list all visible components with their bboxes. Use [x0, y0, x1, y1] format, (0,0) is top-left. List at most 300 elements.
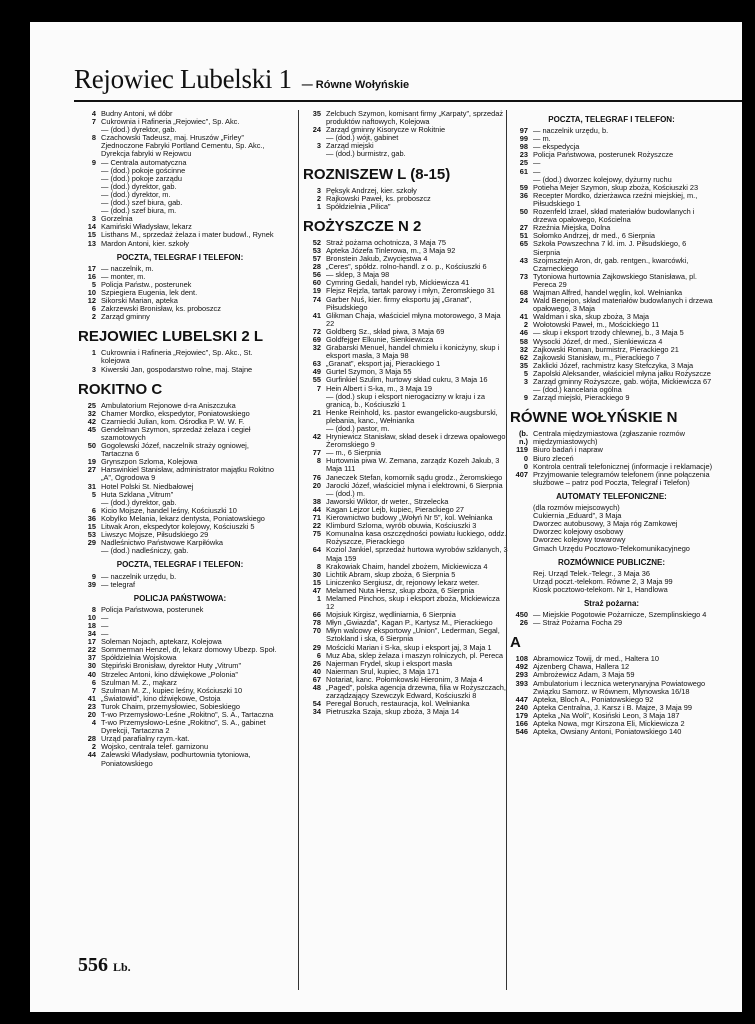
phone-number [510, 520, 533, 528]
entry-text: Szojmsztejn Aron, dr, gab. rentgen., kwarcówki, Czarneckiego [533, 255, 689, 273]
phone-number: 98 [519, 142, 528, 152]
entry-text: — (dod.) dyrektor, m. [101, 189, 171, 199]
phone-number [510, 570, 533, 578]
phone-number: 1 [91, 348, 96, 358]
phone-number: 59 [519, 182, 528, 192]
entry-text: — (dod.) pokoje gościnne [101, 165, 186, 175]
entry-text: Sołomko Andrzej, dr med., 6 Sierpnia [533, 231, 656, 241]
phone-number: 26 [519, 618, 528, 628]
phone-number: 17 [87, 637, 96, 647]
phone-number: 5 [523, 368, 528, 378]
phone-number: 1 [316, 593, 321, 603]
entry-text: Henke Reinhold, ks. pastor ewangelicko-augsburski, plebania, kanc., Wełnianka [326, 407, 498, 425]
entry-text: Stępiński Bronisław, dyrektor Huty „Vitrum” [101, 661, 241, 671]
directory-entry [303, 312, 508, 328]
phone-number: 43 [519, 255, 528, 265]
entry-text: Najerman Frydel, skup i eksport masła [326, 658, 453, 668]
phone-number: 25 [519, 158, 528, 168]
phone-number: 35 [312, 110, 321, 118]
entry-text: Soleman Nojach, aptekarz, Kolejowa [101, 637, 222, 647]
phone-number [303, 134, 326, 142]
entry-text: Kiwerski Jan, gospodarstwo rolne, maj. Stajne [101, 364, 253, 374]
phone-number: 3 [91, 214, 96, 224]
phone-number: 3 [523, 377, 528, 386]
entry-text: Policja Państwowa, posterunek Rożyszcze [533, 150, 674, 160]
entry-text: T-wo Przemysłowo-Leśne „Rokitno”, S. A., Tartaczna [101, 710, 274, 719]
phone-number: 35 [519, 360, 528, 370]
entry-text: Zapolski Aleksander, właściciel młyna jałku Rożyszcze [533, 368, 711, 378]
entry-text: — naczelnik, m. [101, 263, 154, 273]
entry-text: — [101, 620, 109, 630]
entry-text: Jaworski Wiktor, dr weter., Strzeleckа [326, 496, 449, 506]
entry-text: — (dod.) kancelaria ogólna [533, 385, 622, 395]
directory-page [30, 22, 742, 1012]
page-unit: Lb. [113, 960, 131, 974]
entry-text: Mościcki Marian i S-ka, skup i eksport jaj, 3 Maja 1 [326, 642, 492, 652]
entry-text: Kobylko Melania, lekarz dentysta, Poniatowskiego [101, 513, 265, 523]
directory-entry [78, 366, 282, 374]
entry-text: Cukrownia i Rafineria „Rejowiec”, Sp. Akc., St. kolejowa [101, 348, 253, 366]
entry-text: Pęksyk Andrzej, kier. szkoły [326, 185, 417, 195]
entry-text: Dworzec autobusowy, 3 Maja róg Zamkowej [533, 519, 678, 529]
phone-number: 4 [91, 110, 96, 118]
entry-text: — naczelnik urzędu, b. [101, 571, 177, 581]
phone-number: 15 [87, 522, 96, 532]
directory-entry [510, 240, 713, 256]
entry-text: Czarniecki Julian, kom. Ośrodka P. W. W. F. [101, 416, 245, 426]
entry-text: Klimburd Szloma, wyrób obuwia, Kościuszki 3 [326, 521, 477, 531]
phone-number [78, 175, 101, 183]
entry-text: Rzeźnia Miejska, Dolna [533, 223, 611, 233]
entry-text: — (dod.) dworzec kolejowy, dyżurny ruchu [533, 174, 672, 184]
entry-text: Strzelec Antoni, kino dźwiękowe „Polonia” [101, 669, 238, 679]
entry-text: — (dod.) nadleśniczy, gab. [101, 546, 189, 556]
directory-entry [78, 719, 282, 735]
phone-number: 75 [312, 529, 321, 539]
entry-text: Hurtownia piwa W. Zemana, zarządz Kozeh Jakub, 3 Maja 111 [326, 456, 500, 474]
page-title: Rejowiec Lubelski 1 [74, 64, 292, 94]
phone-number: 6 [91, 677, 96, 687]
directory-entry [303, 627, 508, 643]
phone-number: 40 [87, 669, 96, 679]
phone-number: 28 [87, 734, 96, 744]
phone-number: 14 [87, 222, 96, 232]
entry-text: Tytoniowa hurtownia Zajkowskiego Stanisława, pl. Perecа 29 [533, 271, 697, 289]
phone-number: 7 [316, 383, 321, 393]
entry-text: Spółdzielnia „Pilica” [326, 201, 391, 211]
entry-text: Huta Szklana „Vitrum” [101, 489, 174, 499]
entry-text: — m. [533, 134, 551, 144]
phone-number: 31 [87, 481, 96, 491]
phone-number: 3 [316, 141, 321, 151]
entry-text: Zakrzewski Bronisław, ks. proboszcz [101, 304, 221, 314]
entry-text: Gmach Urzędu Pocztowo-Telekomunikacyjnego [533, 543, 690, 553]
phone-number [78, 183, 101, 191]
phone-number: 18 [87, 620, 96, 630]
phone-number: 15 [87, 230, 96, 240]
entry-text: Cukrownia i Rafineria „Rejowiec”, Sp. Akc. [101, 117, 240, 127]
entry-text: Zaklicki Józef, rachmistrz kasy Stefczyka, 3 Maja [533, 360, 694, 370]
entry-text: Liwszyc Mojsze, Piłsudskiego 29 [101, 530, 209, 540]
entry-text: — Miejskie Pogotowie Pożarnicze, Szemplinskiego 4 [533, 610, 707, 620]
phone-number: 78 [312, 618, 321, 628]
directory-entry [78, 313, 282, 321]
phone-number: 29 [312, 642, 321, 652]
directory-entry [78, 426, 282, 442]
directory-entry [78, 614, 282, 622]
phone-number [78, 207, 101, 215]
entry-text: Gurfinkiel Szulim, hurtowy skład cukru, 3 Maja 16 [326, 375, 488, 385]
entry-text: (dla rozmów miejscowych) [533, 503, 620, 513]
phone-number: 17 [87, 263, 96, 273]
directory-entry [78, 581, 282, 589]
entry-text: Policja Państwowa, posterunek [101, 604, 204, 614]
entry-text: Naierman Srul, kupiec, 3 Maja 171 [326, 666, 440, 676]
directory-entry [78, 751, 282, 767]
directory-entry [303, 150, 508, 158]
phone-number: 32 [519, 344, 528, 354]
phone-number: 44 [312, 504, 321, 514]
phone-number: 7 [91, 117, 96, 127]
entry-text: Wald Benejon, skład materiałów budowlanych i drzewa opałowego, 3 Maja [533, 296, 713, 314]
phone-number: 293 [515, 670, 528, 680]
entry-text: Mojsiuk Kirgisz, wędliniarnia, 6 Sierpnia [326, 610, 456, 620]
phone-number [510, 386, 533, 394]
entry-text: T-wo Przemysłowo-Leśne „Rokitno”, S. A., gabinet Dyrekcji, Tartaczna 2 [101, 718, 266, 736]
phone-number: 34 [312, 707, 321, 717]
entry-text: Recepter Mordko, dzierżawca rzeźni miejskiej, m., Piłsudskiego 1 [533, 190, 698, 208]
phone-number: 30 [312, 569, 321, 579]
column-2 [298, 110, 508, 990]
entry-text: Harswinkiel Stanisław, administrator majątku Rokitno „A”, Ogrodowa 9 [101, 465, 274, 483]
phone-number: 74 [312, 294, 321, 304]
phone-number: 52 [312, 237, 321, 247]
phone-number: 44 [87, 750, 96, 760]
page-number: 556 [78, 954, 108, 976]
phone-number: 32 [87, 408, 96, 418]
phone-number: 19 [312, 286, 321, 296]
directory-entry [510, 728, 713, 736]
entry-text: — telegraf [101, 579, 136, 589]
phone-number: 7 [91, 685, 96, 695]
phone-number: 240 [515, 702, 528, 712]
entry-text: Hryniewicz Stanisław, skład desek i drzewa opałowego, Żeromskiego 9 [326, 432, 508, 450]
entry-text: — (dod.) szef biura, m. [101, 206, 177, 216]
phone-number: 27 [87, 465, 96, 475]
locality-heading: ROKITNO C [78, 380, 163, 398]
phone-number: 50 [519, 207, 528, 217]
phone-number: 62 [519, 352, 528, 362]
entry-text: — (dod.) pokoje zarządu [101, 173, 182, 183]
entry-text: Przyjmowanie telegramów telefonem (inne połączenia służbowe – patrz pod Poczta, Telegraf i Telefon) [533, 469, 710, 487]
entry-text: Szulman M. Z., kupiec leśny, Kościuszki 10 [101, 685, 243, 695]
directory-entry [78, 547, 282, 555]
phone-number: 41 [312, 310, 321, 320]
phone-number: 10 [87, 287, 96, 297]
entry-text: Turok Chaim, przemysłowiec, Sobieskiego [101, 701, 240, 711]
phone-number: 546 [515, 727, 528, 737]
phone-number: (b. n.) [518, 429, 528, 447]
phone-number [510, 578, 533, 586]
phone-number: 53 [312, 245, 321, 255]
phone-number: 10 [87, 612, 96, 622]
phone-number: 6 [91, 505, 96, 515]
phone-number: 30 [87, 661, 96, 671]
entry-text: Krakowiak Chaim, handel zbożem, Mickiewicza 4 [326, 561, 488, 571]
entry-text: — naczelnik urzędu, b. [533, 126, 609, 136]
phone-number: 119 [516, 445, 528, 455]
phone-number: 179 [515, 710, 528, 720]
entry-text: Zajkowski Roman, burmistrz, Pierackiego 21 [533, 344, 679, 354]
section-heading: POCZTA, TELEGRAF I TELEFON: [548, 115, 675, 124]
entry-text: Cymring Gedali, handel ryb, Mickiewicza 41 [326, 278, 470, 288]
entry-text: Spółdzielnia Wojskowa [101, 653, 177, 663]
phone-number: 2 [523, 320, 528, 330]
phone-number [78, 547, 101, 555]
locality-heading: REJOWIEC LUBELSKI 2 L [78, 328, 264, 346]
entry-text: Komunalna kasa oszczędności powiatu łuckiego, oddz. Rożyszcze, Pierackiego [326, 529, 507, 547]
entry-text: Kamiński Władysław, lekarz [101, 222, 192, 232]
entry-text: — (dod.) skup i eksport nierogacizny w kraju i za granicą, b., Kościuszki 1 [326, 391, 485, 409]
entry-text: Waldman i ska, skup zboża, 3 Maja [533, 312, 649, 322]
directory-entry [78, 622, 282, 630]
entry-text: Zarząd gminny Rożyszcze, gab. wójta, Mickiewicza 67 [533, 377, 712, 386]
phone-number: 1 [316, 201, 321, 211]
entry-text: Wołotowski Paweł, m., Mościckiego 11 [533, 320, 660, 330]
phone-number: 5 [91, 279, 96, 289]
entry-text: Grynszpon Szloma, Kolejowa [101, 457, 198, 467]
entry-text: Zelcbuch Szymon, komisant firmy „Karpaty”, sprzedaż produktów naftowych, Kolejowa [326, 110, 504, 127]
entry-text: Zarząd miejski, Pierackiego 9 [533, 393, 630, 403]
entry-text: Czachowski Tadeusz, maj. Hruszów „Firley” Zjednoczone Fabryki Portland Cementu, Sp. Akc., Dyrekcja fabryki w Rejowcu [101, 133, 265, 159]
entry-text: Urząd parafialny rzym.-kat. [101, 734, 190, 744]
entry-text: Wysocki Józef, dr med., Sienkiewicza 4 [533, 336, 663, 346]
phone-number [303, 393, 326, 409]
entry-text: Sommerman Henzel, dr, lekarz domowy Ubezp. Społ. [101, 645, 277, 655]
entry-text: — [101, 612, 109, 622]
phone-number [510, 586, 533, 594]
phone-number: 63 [312, 359, 321, 369]
directory-entry [510, 159, 713, 167]
directory-entry [510, 545, 713, 553]
entry-text: — (dod.) wójt, gabinet [326, 133, 399, 143]
directory-entry [510, 273, 713, 289]
entry-text: Janeczek Stefan, komornik sądu grodz., Żeromskiego [326, 472, 503, 482]
entry-text: Liniczenko Sergiusz, dr, rejonowy lekarz weter. [326, 577, 480, 587]
phone-number: 38 [312, 496, 321, 506]
phone-number: 8 [91, 133, 96, 143]
phone-number: 25 [87, 400, 96, 410]
entry-text: — [533, 158, 541, 168]
directory-entry [303, 393, 508, 409]
entry-text: Ajzenberg Chawa, Hallera 12 [533, 662, 630, 672]
phone-number: 73 [519, 271, 528, 281]
directory-entry [303, 546, 508, 562]
phone-number: 55 [312, 375, 321, 385]
phone-number: 447 [515, 694, 528, 704]
entry-text: Wojsko, centrala telef. garnizonu [101, 742, 209, 752]
phone-number: 39 [87, 579, 96, 589]
entry-text: — skup i eksport trzody chlewnej, b., 3 Maja 5 [533, 328, 684, 338]
entry-text: Hein Albert i S-ka, m., 3 Maja 19 [326, 383, 432, 393]
entry-text: Młyn walcowy eksportowy „Union”, Lederman, Segal, Sztokland i ska, 6 Sierpnia [326, 626, 500, 644]
directory-entry [303, 296, 508, 312]
phone-number: 9 [91, 571, 96, 581]
entry-text: Apteka „Na Woli”, Kosiński Leon, 3 Maja 187 [533, 710, 680, 720]
directory-entry [303, 684, 508, 700]
directory-entry [510, 297, 713, 313]
entry-text: Melamed Nuta Hersz, skup zboża, 6 Sierpnia [326, 585, 475, 595]
phone-number: 3 [316, 185, 321, 195]
phone-number: 108 [515, 654, 528, 664]
phone-number: 61 [519, 166, 528, 176]
page-header [74, 64, 409, 95]
phone-number: 67 [312, 674, 321, 684]
phone-number: 69 [312, 334, 321, 344]
entry-text: — Centrala automatyczna [101, 157, 187, 167]
entry-text: Szpiegiera Eugenia, lek dent. [101, 287, 198, 297]
entry-text: Cukiernia „Eduard”, 3 Maja [533, 511, 622, 521]
directory-entry [303, 530, 508, 546]
phone-number: 16 [87, 271, 96, 281]
phone-number: 6 [91, 304, 96, 314]
entry-text: Gogolewski Józef, naczelnik straży ogniowej, Tartaczna 6 [101, 441, 249, 459]
entry-text: — (dod.) szef biura, gab. [101, 198, 183, 208]
entry-text: — (dod.) dyrektor, gab. [101, 125, 177, 135]
entry-text: Litwak Aron, ekspedytor kolejowy, Kościuszki 5 [101, 522, 255, 532]
directory-entry [510, 586, 713, 594]
entry-text: Apteka Józefa Tinlerowa, m., 3 Maja 92 [326, 245, 456, 255]
entry-text: Gurtel Szymon, 3 Maja 55 [326, 367, 412, 377]
entry-text: Garber Nuś, kier. firmy eksportu jaj „Granat”, Piłsudskiego [326, 294, 472, 312]
header-rule [74, 100, 742, 102]
entry-text: Bronstein Jakub, Zwycięstwa 4 [326, 254, 428, 264]
phone-number: 71 [312, 513, 321, 523]
phone-number: 166 [515, 719, 528, 728]
phone-number: 20 [87, 710, 96, 719]
entry-text: — [533, 166, 541, 176]
phone-number: 68 [519, 287, 528, 297]
phone-number: 407 [515, 469, 528, 479]
phone-number [510, 528, 533, 536]
section-heading: POCZTA, TELEGRAF I TELEFON: [116, 560, 244, 570]
phone-number: 8 [316, 561, 321, 571]
phone-number: 41 [87, 693, 96, 703]
entry-text: Kontrola centrali telefonicznej (informacje i reklamacje) [533, 461, 713, 471]
phone-number: 64 [312, 545, 321, 555]
directory-entry [303, 433, 508, 449]
entry-text: Budny Antoni, wł dóbr [101, 110, 173, 118]
phone-number: 51 [519, 231, 528, 241]
page-subtitle: — Równe Wołyńskie [301, 79, 410, 91]
entry-text: — (dod.) pastor, m. [326, 424, 390, 433]
phone-number: 72 [312, 326, 321, 336]
entry-text: Apteka, Owsiany Antoni, Poniatowskiego 140 [533, 727, 682, 737]
entry-text: Kierownictwo budowy „Wołyń Nr 5”, kol. Wełnianka [326, 513, 493, 523]
directory-entry [510, 257, 713, 273]
phone-number: 20 [312, 480, 321, 490]
phone-number: 49 [312, 367, 321, 377]
phone-number: 97 [519, 126, 528, 136]
directory-entry [78, 240, 282, 248]
phone-number: 45 [87, 424, 96, 434]
directory-entry [510, 680, 713, 696]
entry-text: Notariat, kanc. Połomkowski Hieronim, 3 Maja 4 [326, 674, 483, 684]
locality-heading: ROŻYSZCZE N 2 [303, 217, 422, 235]
entry-text: Policja Państw., posterunek [101, 279, 192, 289]
phone-number: 9 [523, 393, 528, 403]
entry-text: Muz Aba, sklep żelaza i maszyn rolniczych, pl. Perecа [326, 650, 504, 660]
phone-number: 2 [91, 312, 96, 322]
phone-number: 47 [312, 585, 321, 595]
phone-number [78, 126, 101, 134]
phone-number: 36 [519, 190, 528, 200]
entry-text: — monter, m. [101, 271, 146, 281]
phone-number: 56 [312, 270, 321, 280]
directory-entry [510, 192, 713, 208]
phone-number: 21 [312, 407, 321, 417]
phone-number: 9 [91, 157, 96, 167]
entry-text: Ambulatorium i lecznica weterynaryjna Powiatowego Związku Samorz. w Równem, Mlynowska 16/18 [533, 678, 706, 696]
phone-number: 48 [312, 683, 321, 692]
entry-text: Dworzec kolejowy osobowy [533, 527, 624, 537]
directory-entry [78, 442, 282, 458]
phone-number [510, 545, 533, 553]
phone-number: 0 [523, 453, 528, 463]
entry-text: Goldfejger Elkunie, Sienkiewicza [326, 334, 434, 344]
entry-text: Glikman Chaja, właściciel młyna motorowego, 3 Maja 22 [326, 310, 501, 328]
entry-text: Ambulatorium Rejonowe d-ra Aniszczuka [101, 400, 236, 410]
directory-entry [303, 344, 508, 360]
phone-number: 76 [312, 472, 321, 482]
entry-text: Rajkowski Paweł, ks. proboszcz [326, 193, 431, 203]
phone-number: 99 [519, 134, 528, 144]
entry-text: Rej. Urząd Telek.-Telegr., 3 Maja 36 [533, 568, 650, 578]
section-heading: Straż pożarna: [583, 598, 640, 608]
phone-number: 53 [87, 530, 96, 540]
entry-text: „Paged”, polska agencja drzewna, filia w Rożyszczach, zarządzający Szewczyk Edward, Kościuszki 8 [326, 683, 506, 701]
phone-number: 40 [312, 666, 321, 676]
entry-text: Wajman Alfred, handel węglin, kol. Wełnianka [533, 287, 683, 297]
entry-text: — (dod.) dyrektor, gab. [101, 497, 177, 507]
phone-number: 5 [91, 489, 96, 499]
entry-text: Abramowicz Towij, dr med., Halterа 10 [533, 654, 659, 664]
entry-text: „Granat”, eksport jaj, Pierackiego 1 [326, 359, 441, 369]
entry-text: Zarząd gminny [101, 312, 150, 322]
directory-entry [303, 409, 508, 425]
entry-text: Grabarski Menuel, handel chmielu i konicżyny, skup i eksport masła, 3 Maja 98 [326, 343, 500, 361]
phone-number: 4 [91, 718, 96, 728]
phone-number: 23 [519, 150, 528, 160]
phone-number: 6 [316, 650, 321, 660]
directory-entry [78, 349, 282, 365]
phone-number: 65 [519, 239, 528, 249]
directory-entry [510, 151, 713, 159]
directory-entry [303, 457, 508, 473]
section-heading: AUTOMATY TELEFONICZNE: [556, 491, 667, 501]
phone-number: 37 [87, 653, 96, 663]
entry-text: Gendelman Szymon, sprzedaż żelaza i cegieł szamotowych [101, 424, 251, 442]
entry-text: Pietruszka Szaja, skup zboża, 3 Maja 14 [326, 707, 460, 717]
directory-entry [78, 134, 282, 158]
entry-text: — (dod.) dyrektor, gab. [101, 181, 177, 191]
phone-number: 34 [87, 629, 96, 639]
entry-text: Biuro zleceń [533, 453, 574, 463]
entry-text: Zarząd gminny Kisorycze w Rokitnie [326, 125, 446, 135]
entry-text: Szkoła Powszechna 7 kl. im. J. Piłsudskiego, 6 Sierpnia [533, 239, 687, 257]
entry-text: Urząd poczt.-telekom. Równe 2, 3 Maja 99 [533, 576, 673, 586]
phone-number: 28 [312, 262, 321, 272]
